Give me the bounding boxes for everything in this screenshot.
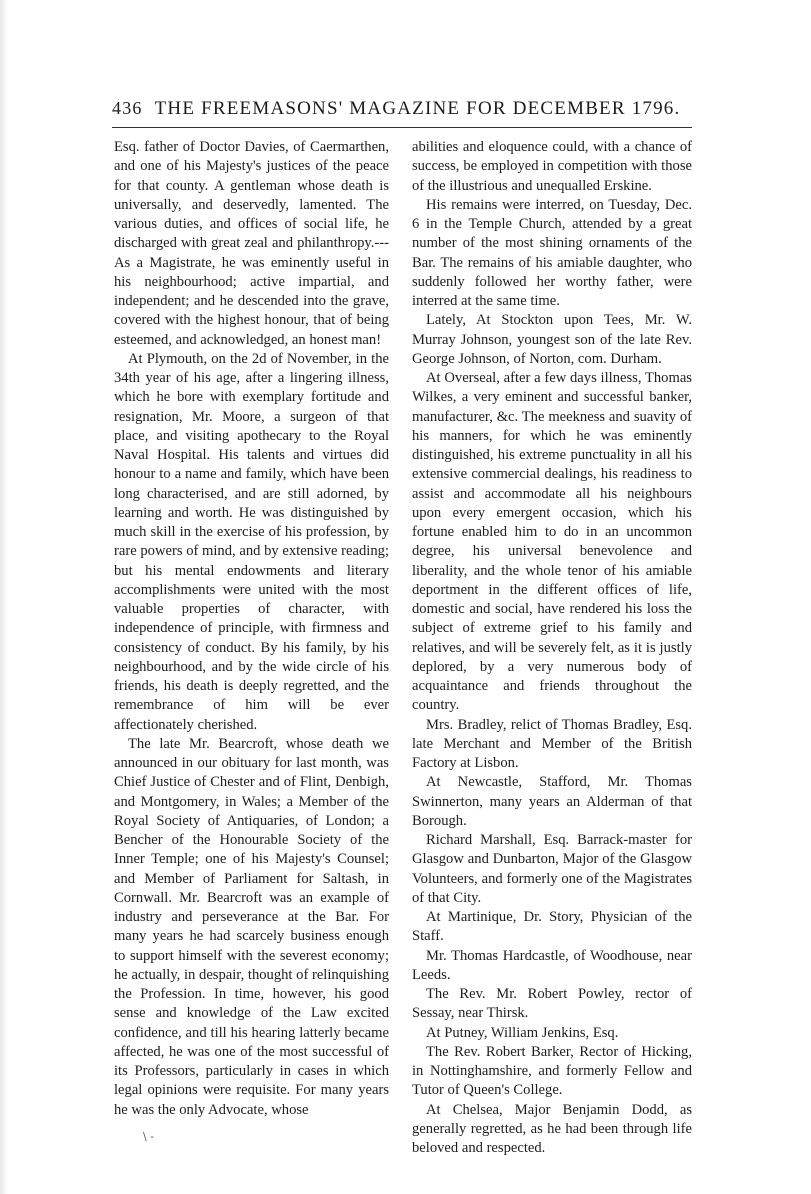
obituary-paragraph: Richard Marshall, Esq. Barrack-master for Glasgow and Dunbarton, Major of the Glasgow Volunteers, and formerly one of the Magistrates of that City. [412, 832, 692, 906]
running-header [112, 98, 692, 120]
left-column [114, 138, 389, 1120]
obituary-paragraph: The Rev. Robert Barker, Rector of Hicking, in Nottinghamshire, and formerly Fellow and Tutor of Queen's College. [412, 1043, 692, 1099]
footer-mark: \ - [143, 1130, 154, 1143]
page-number: 436 [112, 98, 143, 118]
obituary-paragraph: At Plymouth, on the 2d of November, in the 34th year of his age, after a lingering illness, which he bore with exemplary fortitude and resignation, Mr. Moore, a surgeon of that place, and visiting apothecary to the Royal Naval Hospital. His talents and virtues did honour to a name and family, which have been long characterised, and are still adorned, by learning and worth. He was distinguished by much skill in the exercise of his profession, by rare powers of mind, and by extensive reading; but his mental endowments and literary accomplishments were united with the most valuable properties of character, with independence of principle, with firmness and consistency of conduct. By his family, by his neighbourhood, and by the wide circle of his friends, his death is deeply regretted, and the remembrance of him will be ever affectionately cherished. [114, 350, 389, 733]
obituary-paragraph: Mrs. Bradley, relict of Thomas Bradley, Esq. late Merchant and Member of the British Factory at Lisbon. [412, 716, 692, 771]
binding-shadow [0, 0, 8, 1194]
obituary-paragraph: At Newcastle, Stafford, Mr. Thomas Swinnerton, many years an Alderman of that Borough. [412, 774, 692, 829]
obituary-paragraph: At Putney, William Jenkins, Esq. [426, 1024, 619, 1041]
obituary-paragraph: Esq. father of Doctor Davies, of Caermarthen, and one of his Majesty's justices of the peace for that county. A gentleman whose death is universally, and deservedly, lamented. The various duties, and offices of social life, he discharged with great zeal and philanthropy.---As a Magistrate, he was eminently useful in his neighbourhood; active impartial, and independent; and he descended into the grave, covered with the highest honour, that of being esteemed, and acknowledged, an honest man! [114, 139, 389, 348]
header-rule [112, 127, 692, 128]
obituary-paragraph: At Overseal, after a few days illness, Thomas Wilkes, a very eminent and successful banker, manufacturer, &c. The meekness and suavity of his manners, for which he was eminently distinguished, his extreme punctuality in all his extensive commercial dealings, his readiness to assist and accommodate all his neighbours upon every emergent occasion, which his fortune enabled him to do in an uncommon degree, his universal benevolence and liberality, and the whole tenor of his amiable deportment in the different offices of life, domestic and social, have rendered his loss the subject of extreme grief to his family and relatives, and will be severely felt, as it is justly deplored, by a very numerous body of acquaintance and friends throughout the country. [412, 370, 692, 714]
obituary-paragraph: His remains were interred, on Tuesday, Dec. 6 in the Temple Church, attended by a great number of the most shining ornaments of the Bar. The remains of his amiable daughter, who suddenly followed her worthy father, were interred at the same time. [412, 196, 692, 309]
obituary-paragraph: abilities and eloquence could, with a chance of success, be employed in competition with those of the illustrious and unequalled Erskine. [412, 139, 692, 194]
obituary-paragraph: At Martinique, Dr. Story, Physician of the Staff. [412, 909, 692, 945]
obituary-paragraph: The Rev. Mr. Robert Powley, rector of Sessay, near Thirsk. [412, 986, 692, 1022]
right-column [412, 138, 692, 1158]
obituary-paragraph: Mr. Thomas Hardcastle, of Woodhouse, near Leeds. [412, 947, 692, 983]
obituary-paragraph: Lately, At Stockton upon Tees, Mr. W. Murray Johnson, youngest son of the late Rev. George Johnson, of Norton, com. Durham. [412, 312, 692, 367]
obituary-paragraph: At Chelsea, Major Benjamin Dodd, as generally regretted, as he had been through life beloved and respected. [412, 1101, 692, 1156]
running-title: THE FREEMASONS' MAGAZINE FOR DECEMBER 1796. [154, 98, 681, 119]
obituary-paragraph: The late Mr. Bearcroft, whose death we announced in our obituary for last month, was Chief Justice of Chester and of Flint, Denbigh, and Montgomery, in Wales; a Member of the Royal Society of Antiquaries, of London; a Bencher of the Honourable Society of the Inner Temple; one of his Majesty's Counsel; and Member of Parliament for Saltash, in Cornwall. Mr. Bearcroft was an example of industry and perseverance at the Bar. For many years he had scarcely business enough to support himself with the severest economy; he actually, in despair, thought of relinquishing the Profession. In time, however, his good sense and knowledge of the Law excited confidence, and till his hearing latterly became affected, he was one of the most successful of its Professors, particularly in cases in which legal opinions were requisite. For many years he was the only Advocate, whose [114, 735, 389, 1118]
